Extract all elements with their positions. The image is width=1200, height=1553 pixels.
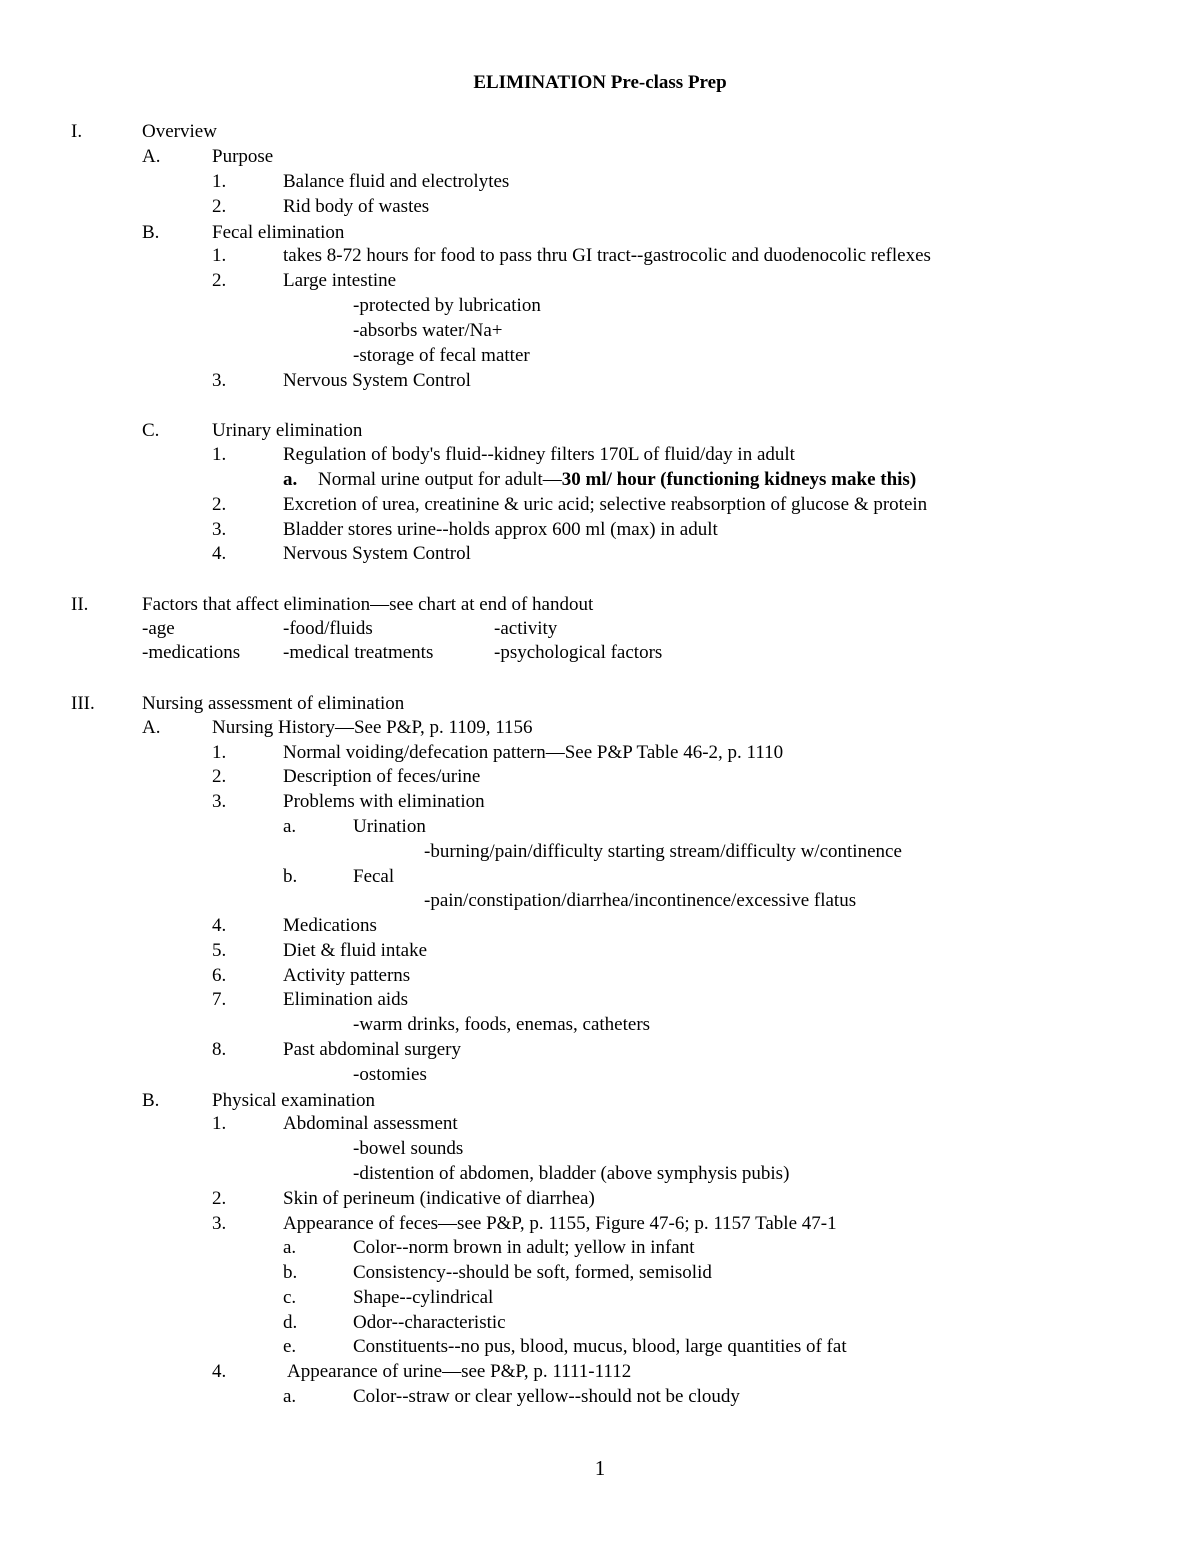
- outline-item: Activity patterns: [283, 965, 411, 986]
- outline-item: takes 8-72 hours for food to pass thru GI tract--gastrocolic and duodenocolic reflexes: [283, 245, 931, 266]
- outline-subitem: -ostomies: [353, 1064, 427, 1085]
- outline-subitem-marker: b.: [283, 1262, 298, 1283]
- subsection-heading-underlined: [142, 1089, 398, 1113]
- outline-number: 8.: [212, 1039, 227, 1060]
- outline-item: Nervous System Control: [283, 370, 471, 391]
- outline-heading: Fecal elimination: [212, 222, 345, 243]
- section-marker: III.: [71, 693, 95, 714]
- outline-subitem-marker: d.: [283, 1312, 298, 1333]
- outline-number: 3.: [212, 791, 227, 812]
- outline-number: 3.: [212, 370, 227, 391]
- outline-subitem: -storage of fecal matter: [353, 345, 530, 366]
- outline-number: 2.: [212, 766, 227, 787]
- outline-subitem-marker: a.: [283, 1237, 297, 1258]
- outline-number: 3.: [212, 519, 227, 540]
- outline-item: Elimination aids: [283, 989, 409, 1010]
- outline-item: Abdominal assessment: [283, 1113, 458, 1134]
- outline-marker: B.: [142, 222, 160, 243]
- outline-detail: -pain/constipation/diarrhea/incontinence/excessive flatus: [424, 890, 857, 911]
- outline-item: Excretion of urea, creatinine & uric acid; selective reabsorption of glucose & protein: [283, 494, 928, 515]
- outline-item: Nervous System Control: [283, 543, 471, 564]
- outline-subitem-marker: a.: [283, 1386, 297, 1407]
- page-number: 1: [594, 1456, 606, 1480]
- outline-number: 1.: [212, 171, 227, 192]
- outline-subitem-marker: e.: [283, 1336, 297, 1357]
- outline-marker: B.: [142, 1090, 160, 1111]
- factor-item: -food/fluids: [283, 618, 373, 639]
- outline-number: 1.: [212, 245, 227, 266]
- outline-item: Bladder stores urine--holds approx 600 ml (max) in adult: [283, 519, 718, 540]
- outline-item: Diet & fluid intake: [283, 940, 428, 961]
- section-marker: I.: [71, 121, 83, 142]
- outline-item: Normal voiding/defecation pattern—See P&P Table 46-2, p. 1110: [283, 742, 784, 763]
- outline-item: Medications: [283, 915, 377, 936]
- outline-subitem-marker: a.: [283, 816, 297, 837]
- outline-number: 2.: [212, 494, 227, 515]
- outline-number: 5.: [212, 940, 227, 961]
- outline-item: Problems with elimination: [283, 791, 485, 812]
- outline-item: Description of feces/urine: [283, 766, 481, 787]
- outline-number: 1.: [212, 742, 227, 763]
- outline-number: 3.: [212, 1213, 227, 1234]
- outline-subitem: Consistency--should be soft, formed, semisolid: [353, 1262, 712, 1283]
- outline-subitem: -absorbs water/Na+: [353, 320, 503, 341]
- outline-subitem: Urination: [353, 816, 426, 837]
- outline-heading: Nursing History—See P&P, p. 1109, 1156: [212, 717, 533, 738]
- outline-marker: C.: [142, 420, 160, 441]
- section-heading: Overview: [142, 121, 217, 142]
- outline-number: 6.: [212, 965, 227, 986]
- outline-subitem: Fecal: [353, 866, 395, 887]
- outline-number: 2.: [212, 1188, 227, 1209]
- outline-number: 1.: [212, 444, 227, 465]
- outline-item: Balance fluid and electrolytes: [283, 171, 510, 192]
- document-title: ELIMINATION Pre-class Prep: [473, 72, 727, 93]
- outline-subitem: Odor--characteristic: [353, 1312, 506, 1333]
- outline-subitem: -bowel sounds: [353, 1138, 464, 1159]
- section-heading: Nursing assessment of elimination: [142, 693, 405, 714]
- outline-heading: Physical examination: [212, 1090, 376, 1111]
- outline-subitem-marker: c.: [283, 1287, 297, 1308]
- outline-number: 2.: [212, 196, 227, 217]
- outline-item: Skin of perineum (indicative of diarrhea): [283, 1188, 595, 1209]
- outline-subitem: Shape--cylindrical: [353, 1287, 494, 1308]
- section-heading-underlined: [71, 692, 439, 716]
- outline-item: Rid body of wastes: [283, 196, 430, 217]
- outline-number: 4.: [212, 915, 227, 936]
- outline-number: 2.: [212, 270, 227, 291]
- subsection-heading-underlined: [142, 419, 382, 443]
- subsection-heading-underlined: [142, 221, 364, 245]
- outline-subitem-marker: b.: [283, 866, 298, 887]
- outline-subitem: Color--norm brown in adult; yellow in infant: [353, 1237, 695, 1258]
- outline-marker: A.: [142, 717, 161, 738]
- factor-item: -activity: [494, 618, 558, 639]
- highlighted-value: 30 ml/ hour (functioning kidneys make this): [561, 469, 917, 490]
- outline-item: Regulation of body's fluid--kidney filters 170L of fluid/day in adult: [283, 444, 795, 465]
- outline-detail: -burning/pain/difficulty starting stream/difficulty w/continence: [424, 841, 902, 862]
- outline-number: 1.: [212, 1113, 227, 1134]
- outline-subitem: Constituents--no pus, blood, mucus, blood, large quantities of fat: [353, 1336, 847, 1357]
- section-heading: Factors that affect elimination—see chart at end of handout: [142, 594, 594, 615]
- outline-number: 4.: [212, 1361, 227, 1382]
- outline-heading: Purpose: [212, 146, 274, 167]
- outline-heading: Urinary elimination: [212, 420, 363, 441]
- outline-subitem: -protected by lubrication: [353, 295, 541, 316]
- factor-item: -age: [142, 618, 175, 639]
- outline-item: Appearance of feces—see P&P, p. 1155, Figure 47-6; p. 1157 Table 47-1: [283, 1213, 837, 1234]
- outline-subitem: -distention of abdomen, bladder (above symphysis pubis): [353, 1163, 790, 1184]
- outline-marker: A.: [142, 146, 161, 167]
- outline-item: Appearance of urine—see P&P, p. 1111-1112: [287, 1361, 632, 1382]
- outline-subitem: Color--straw or clear yellow--should not be cloudy: [353, 1386, 740, 1407]
- section-heading-underlined: [71, 593, 654, 617]
- outline-number: 4.: [212, 543, 227, 564]
- factor-item: -psychological factors: [494, 642, 663, 663]
- factor-item: -medical treatments: [283, 642, 434, 663]
- outline-subitem-marker: a.: [283, 469, 298, 490]
- outline-number: 7.: [212, 989, 227, 1010]
- outline-subitem: Normal urine output for adult—30 ml/ hour (functioning kidneys make this): [318, 469, 917, 490]
- factor-item: -medications: [142, 642, 241, 663]
- outline-item: Past abdominal surgery: [283, 1039, 462, 1060]
- outline-item: Large intestine: [283, 270, 397, 291]
- section-marker: II.: [71, 594, 89, 615]
- outline-subitem: -warm drinks, foods, enemas, catheters: [353, 1014, 651, 1035]
